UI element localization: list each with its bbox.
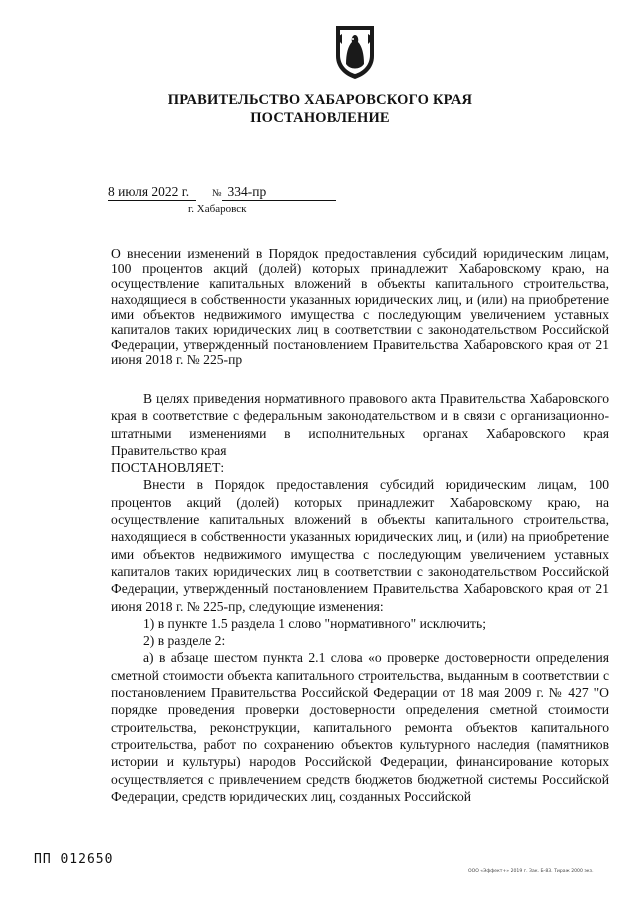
decree-city: г. Хабаровск bbox=[188, 203, 247, 215]
body-paragraph-3: 2) в разделе 2: bbox=[143, 633, 226, 649]
coat-of-arms-bear-icon bbox=[332, 24, 378, 80]
decree-body bbox=[111, 390, 609, 805]
body-paragraph-4: а) в абзаце шестом пункта 2.1 слова «о проверке достоверности определения сметной стоимости объекта капитального строительства, выданным в соответствии с постановлением Правительства Российской Федерации от 18 мая 2009 г. № 427 "О порядке проведения проверки достоверности определения сметной стоимости строительства, реконструкции, капитального ремонта объектов капитального строительства, работ по сохранению объектов культурного наследия (памятников истории и культуры) народов Российской Федерации, финансирование которых осуществляется с привлечением средств бюджетов бюджетной системы Российской Федерации, средств юридических лиц, созданных Российской bbox=[111, 650, 609, 804]
serial-number: ПП 012650 bbox=[34, 852, 114, 867]
preamble-paragraph: В целях приведения нормативного правового акта Правительства Хабаровского края в соответствие с федеральным законодательством и в связи с организационно-штатными изменениями в исполнительных органах Хабаровского края Правительство края bbox=[111, 391, 609, 458]
number-sign: № bbox=[212, 188, 222, 199]
decree-number: 334-пр bbox=[222, 184, 336, 201]
decree-title: О внесении изменений в Порядок предоставления субсидий юридическим лицам, 100 процентов акций (долей) которых принадлежит Хабаровскому краю, на осуществление капитальных вложений в объекты капитального строительства, находящиеся в собственности указанных юридических лиц, и (или) на приобретение ими объектов недвижимого имущества с последующим увеличением уставных капиталов таких юридических лиц в соответствии с законодательством Российской Федерации, утвержденный постановлением Правительства Хабаровского края от 21 июня 2018 г. № 225-пр bbox=[111, 246, 609, 368]
body-paragraph-1: Внести в Порядок предоставления субсидий юридическим лицам, 100 процентов акций (долей) которых принадлежит Хабаровскому краю, на осуществление капитальных вложений в объекты капитального строительства, находящиеся в собственности указанных юридических лиц, и (или) на приобретение ими объектов недвижимого имущества с последующим увеличением уставных капиталов таких юридических лиц в соответствии с законодательством Российской Федерации, утвержденный постановлением Правительства Хабаровского края от 21 июня 2018 г. № 225-пр, следующие изменения: bbox=[111, 477, 609, 614]
government-name: ПРАВИТЕЛЬСТВО ХАБАРОВСКОГО КРАЯ bbox=[167, 92, 473, 108]
decree-word: ПОСТАНОВЛЯЕТ: bbox=[111, 460, 225, 476]
date-number-line bbox=[108, 184, 336, 201]
printer-imprint: ООО «Эффект+» 2019 г. Зак. Б-83. Тираж 2000 экз. bbox=[468, 869, 594, 874]
document-type: ПОСТАНОВЛЕНИЕ bbox=[250, 110, 390, 126]
body-paragraph-2: 1) в пункте 1.5 раздела 1 слово "нормативного" исключить; bbox=[143, 615, 486, 631]
decree-date: 8 июля 2022 г. bbox=[108, 184, 196, 201]
